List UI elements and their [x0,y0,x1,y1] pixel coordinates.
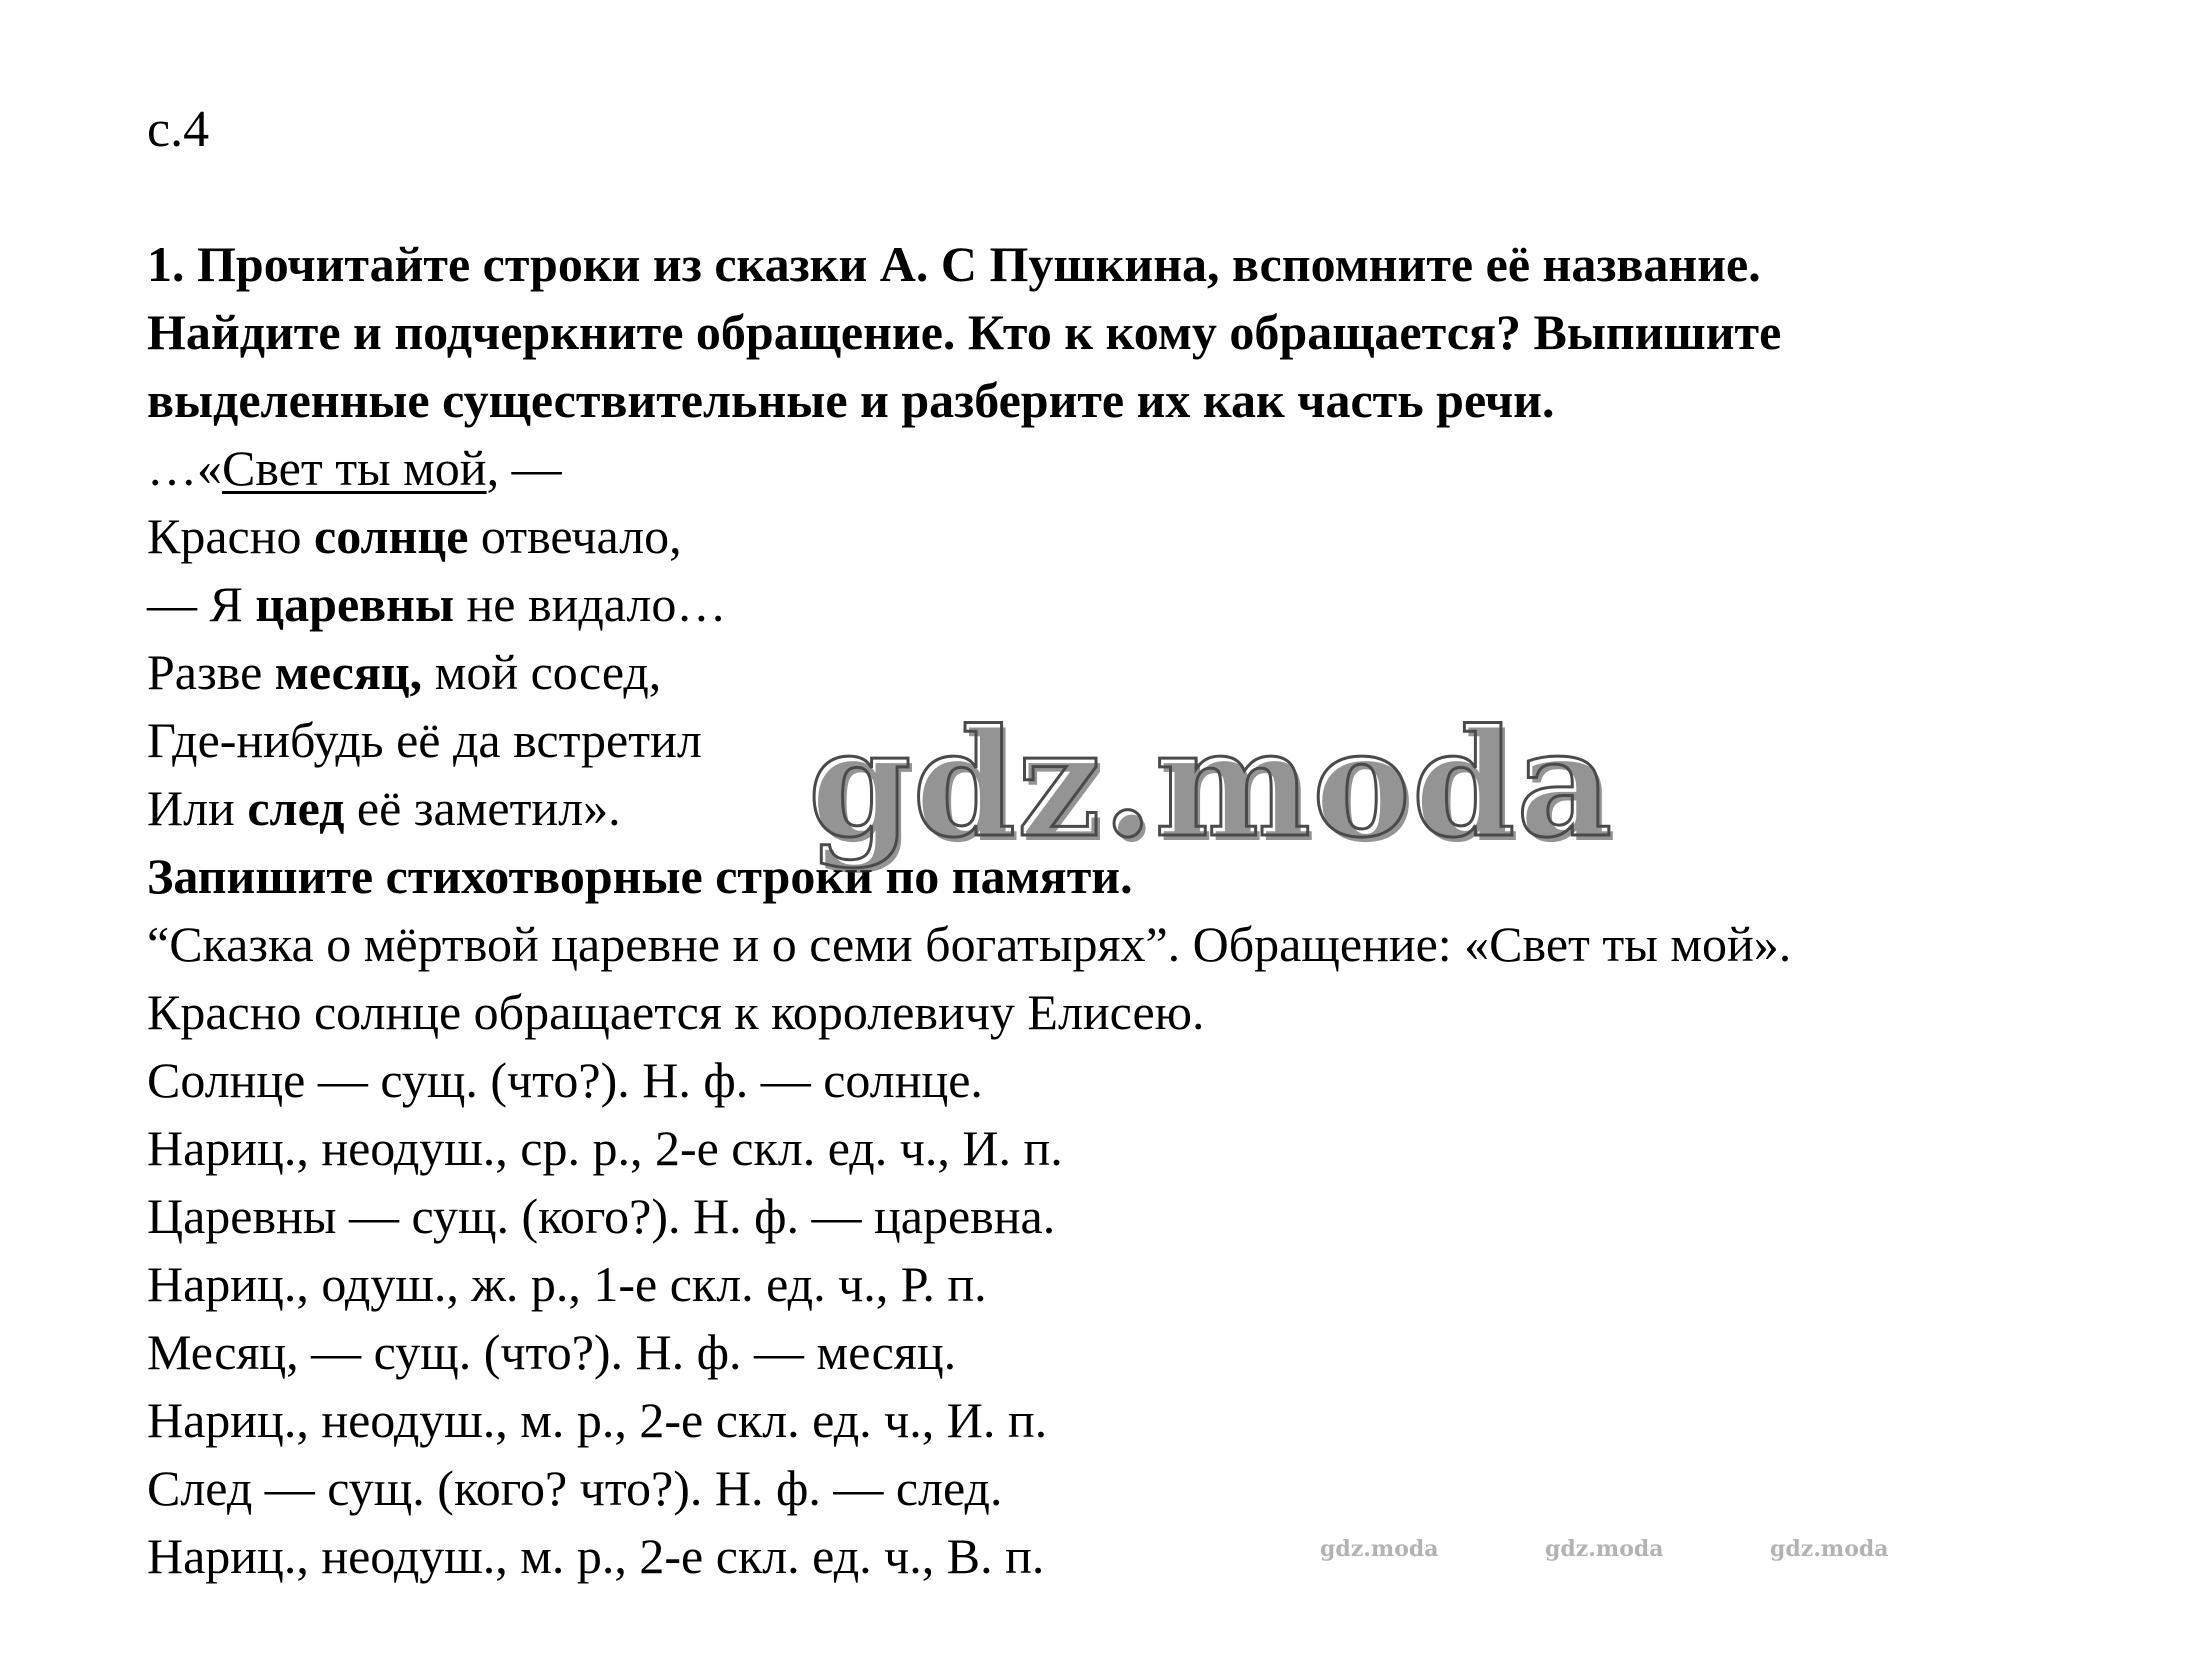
highlighted-noun: месяц, [274,644,423,700]
underlined-address: Свет ты мой [222,440,487,496]
highlighted-noun: царевны [255,576,455,632]
highlighted-noun: солнце [314,508,469,564]
answer-line: “Сказка о мёртвой царевне и о семи богатырях”. Обращение: «Свет ты мой». [147,916,1792,972]
poem-text: …« [147,440,222,496]
poem-text: отвечало, [468,508,682,564]
poem-text: Красно [147,508,314,564]
answer-block [147,910,2177,1590]
watermark-small: gdz.moda [1320,1536,1439,1562]
answer-line: Солнце — сущ. (что?). Н. ф. — солнце. [147,1052,983,1108]
watermark-large: gdz.moda [808,696,1614,870]
answer-line: Красно солнце обращается к королевичу Елисею. [147,984,1205,1040]
poem-line [147,502,2177,570]
poem-text: Разве [147,644,275,700]
poem-text: , — [486,440,562,496]
answer-line: След — сущ. (кого? что?). Н. ф. — след. [147,1460,1003,1516]
instruction-line: Запишите стихотворные строки по памяти. [147,848,1133,904]
poem-text: — Я [147,576,256,632]
poem-text: мой сосед, [422,644,662,700]
page-number: с.4 [147,101,210,158]
document-content [147,230,2177,1590]
watermark-small: gdz.moda [1545,1536,1664,1562]
answer-line: Нариц., неодуш., м. р., 2-е скл. ед. ч., В. п. [147,1528,1045,1584]
poem-text: Или [147,780,248,836]
task-line: выделенные существительные и разберите их как часть речи. [147,372,1555,428]
answer-line: Царевны — сущ. (кого?). Н. ф. — царевна. [147,1188,1056,1244]
poem-line: Где-нибудь её да встретил [147,712,702,768]
answer-line: Нариц., неодуш., ср. р., 2-е скл. ед. ч., И. п. [147,1120,1063,1176]
answer-line: Месяц, — сущ. (что?). Н. ф. — месяц. [147,1324,957,1380]
answer-line: Нариц., неодуш., м. р., 2-е скл. ед. ч., И. п. [147,1392,1048,1448]
poem-text: её заметил». [344,780,621,836]
watermark-small: gdz.moda [1770,1536,1889,1562]
task-line: 1. Прочитайте строки из сказки А. С Пушкина, вспомните её название. [147,236,1761,292]
task-heading [147,230,2177,434]
poem-line [147,434,2177,502]
highlighted-noun: след [247,780,345,836]
task-line: Найдите и подчеркните обращение. Кто к кому обращается? Выпишите [147,304,1782,360]
poem-text: не видало… [454,576,727,632]
poem-line [147,570,2177,638]
answer-line: Нариц., одуш., ж. р., 1-е скл. ед. ч., Р. п. [147,1256,987,1312]
